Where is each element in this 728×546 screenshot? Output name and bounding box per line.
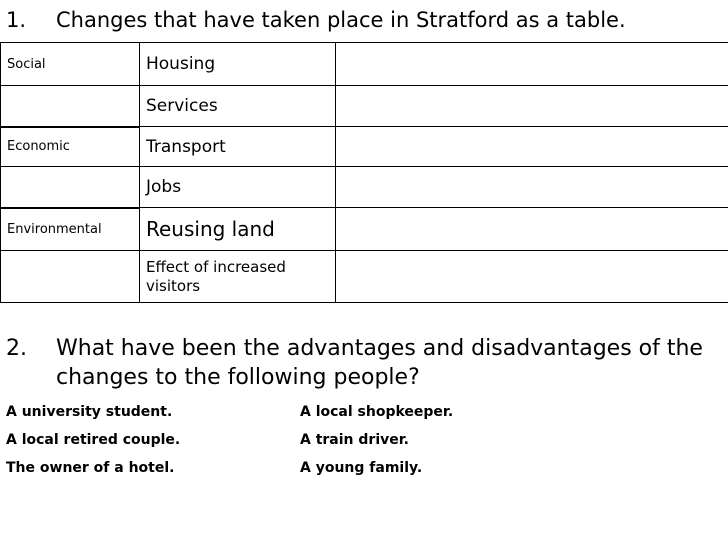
answer-cell[interactable]	[336, 251, 728, 303]
changes-table	[0, 42, 728, 303]
subtopic-cell: Jobs	[140, 167, 336, 208]
subtopic-cell: Housing	[140, 43, 336, 86]
answer-cell[interactable]	[336, 127, 728, 167]
person-right: A local shopkeeper.	[300, 404, 454, 420]
question-2	[6, 334, 722, 390]
table-row	[1, 43, 728, 86]
category-cell	[1, 251, 140, 303]
answer-cell[interactable]	[336, 43, 728, 86]
people-list	[6, 402, 722, 486]
question-2-number: 2.	[6, 336, 27, 361]
list-item	[6, 402, 722, 430]
category-cell: Economic	[1, 127, 140, 167]
person-right: A young family.	[300, 460, 423, 476]
category-cell: Environmental	[1, 208, 140, 251]
category-cell: Social	[1, 43, 140, 86]
category-cell	[1, 86, 140, 127]
table-row	[1, 86, 728, 127]
question-2-text: What have been the advantages and disadvantages of the changes to the following people?	[56, 336, 703, 390]
answer-cell[interactable]	[336, 208, 728, 251]
person-left: The owner of a hotel.	[6, 460, 175, 476]
question-1-number: 1.	[6, 8, 27, 32]
subtopic-cell: Transport	[140, 127, 336, 167]
person-left: A local retired couple.	[6, 432, 181, 448]
list-item	[6, 458, 722, 486]
category-cell	[1, 167, 140, 208]
table-row	[1, 251, 728, 303]
subtopic-cell: Services	[140, 86, 336, 127]
person-left: A university student.	[6, 404, 173, 420]
subtopic-cell: Reusing land	[140, 208, 336, 251]
answer-cell[interactable]	[336, 167, 728, 208]
subtopic-cell: Effect of increased visitors	[140, 251, 336, 303]
table-row	[1, 127, 728, 167]
table-row	[1, 167, 728, 208]
person-right: A train driver.	[300, 432, 409, 448]
answer-cell[interactable]	[336, 86, 728, 127]
question-1	[6, 6, 722, 34]
list-item	[6, 430, 722, 458]
question-1-text: Changes that have taken place in Stratford as a table.	[56, 8, 626, 32]
table-row	[1, 208, 728, 251]
